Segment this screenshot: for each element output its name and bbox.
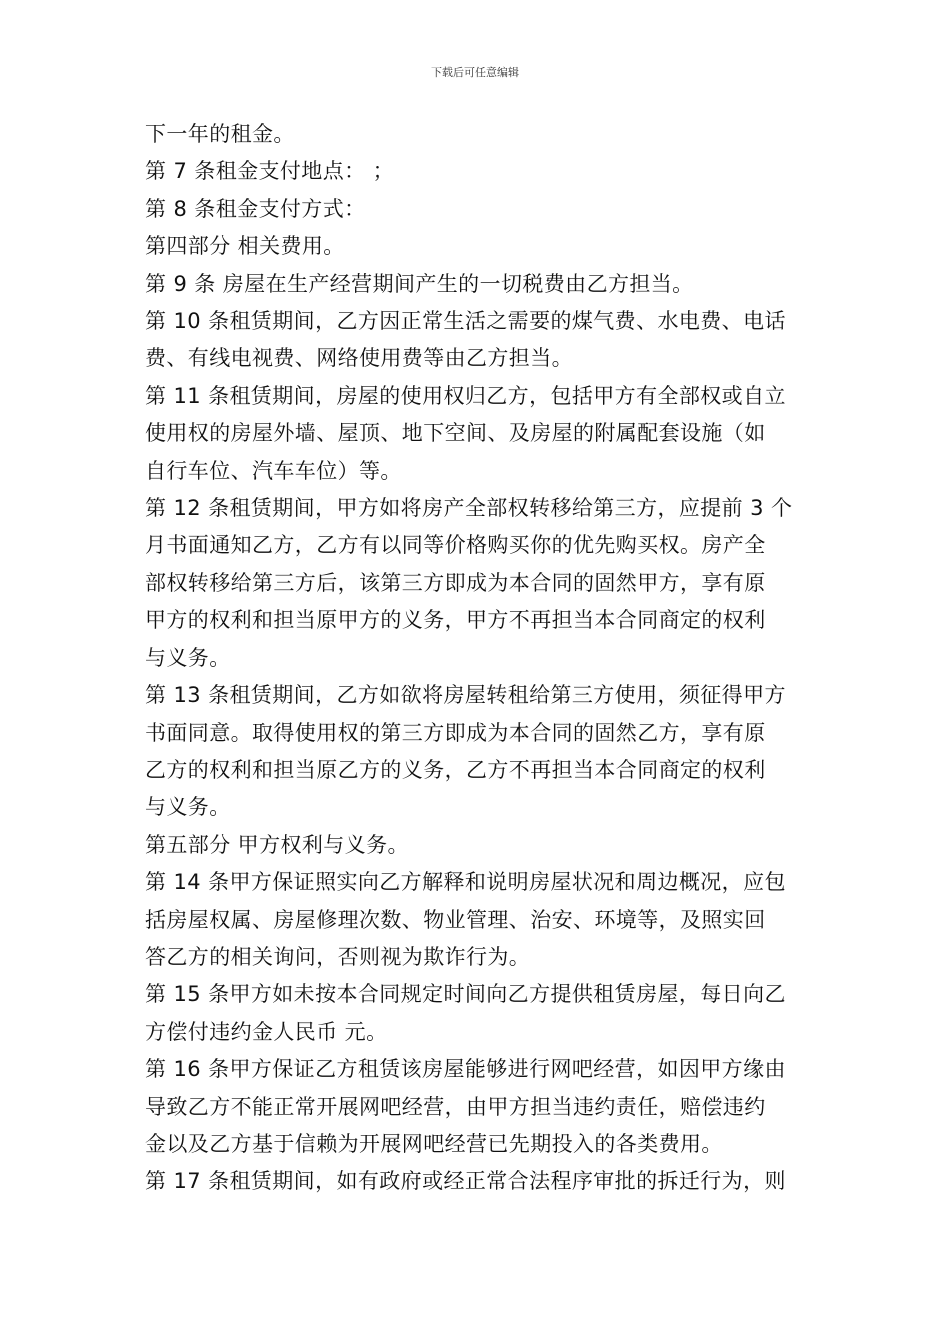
text-line: 与义务。 [145,645,231,670]
text-line: 第 15 条甲方如未按本合同规定时间向乙方提供租赁房屋，每日向乙 [145,982,786,1007]
text-line: 金以及乙方基于信赖为开展网吧经营已先期投入的各类费用。 [145,1131,723,1156]
text-line: 第 13 条租赁期间，乙方如欲将房屋转租给第三方使用，须征得甲方 [145,683,786,708]
text-line: 第 12 条租赁期间，甲方如将房产全部权转移给第三方，应提前 3 个 [145,496,793,521]
text-line: 第 8 条租金支付方式： [145,196,366,221]
text-line: 第 14 条甲方保证照实向乙方解释和说明房屋状况和周边概况，应包 [145,870,786,895]
text-line: 费、有线电视费、网络使用费等由乙方担当。 [145,346,573,371]
section-heading: 第四部分 相关费用。 [145,234,345,259]
text-line: 第 16 条甲方保证乙方租赁该房屋能够进行网吧经营，如因甲方缘由 [145,1057,786,1082]
text-line: 使用权的房屋外墙、屋顶、地下空间、及房屋的附属配套设施（如 [145,421,766,446]
text-line: 答乙方的相关询问，否则视为欺诈行为。 [145,944,531,969]
text-line: 导致乙方不能正常开展网吧经营，由甲方担当违约责任，赔偿违约 [145,1094,766,1119]
text-line: 方偿付违约金人民币 元。 [145,1019,388,1044]
text-line: 乙方的权利和担当原乙方的义务，乙方不再担当本合同商定的权利 [145,757,766,782]
text-line: 第 17 条租赁期间，如有政府或经正常合法程序审批的拆迁行为，则 [145,1169,786,1194]
text-line: 月书面通知乙方，乙方有以同等价格购买你的优先购买权。房产全 [145,533,766,558]
text-line: 自行车位、汽车车位）等。 [145,458,402,483]
text-line: 下一年的租金。 [145,122,295,146]
document-body [145,116,810,1201]
text-line: 部权转移给第三方后，该第三方即成为本合同的固然甲方，享有原 [145,570,766,595]
text-line: 第 7 条租金支付地点： ； [145,159,394,184]
text-line: 第 11 条租赁期间，房屋的使用权归乙方，包括甲方有全部权或自立 [145,383,786,408]
section-heading: 第五部分 甲方权利与义务。 [145,832,409,857]
text-line: 第 9 条 房屋在生产经营期间产生的一切税费由乙方担当。 [145,271,694,296]
text-line: 甲方的权利和担当原甲方的义务，甲方不再担当本合同商定的权利 [145,608,766,633]
text-line: 书面同意。取得使用权的第三方即成为本合同的固然乙方，享有原 [145,720,766,745]
page-header: 下载后可任意编辑 [431,66,519,79]
text-line: 第 10 条租赁期间，乙方因正常生活之需要的煤气费、水电费、电话 [145,309,786,334]
text-line: 与义务。 [145,795,231,820]
text-line: 括房屋权属、房屋修理次数、物业管理、治安、环境等，及照实回 [145,907,766,932]
